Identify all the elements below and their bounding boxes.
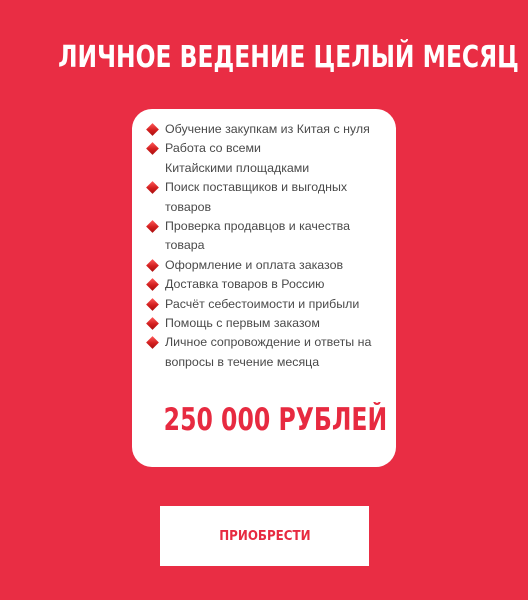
offer-card — [132, 109, 396, 467]
feature-text-line: вопросы в течение месяца — [165, 354, 320, 369]
feature-text-line: Расчёт себестоимости и прибыли — [165, 296, 360, 311]
feature-item — [146, 120, 390, 139]
diamond-icon — [146, 317, 159, 330]
feature-text-line: Поиск поставщиков и выгодных — [165, 180, 348, 195]
page-title: ЛИЧНОЕ ВЕДЕНИЕ ЦЕЛЫЙ МЕСЯЦ — [58, 40, 519, 75]
diamond-icon — [146, 143, 159, 156]
feature-text-line: Работа со всеми — [165, 141, 261, 156]
feature-item — [146, 178, 390, 217]
diamond-icon — [146, 259, 159, 272]
diamond-icon — [146, 337, 159, 350]
feature-item — [146, 275, 390, 294]
feature-item — [146, 139, 390, 178]
diamond-icon — [146, 123, 159, 136]
feature-item — [146, 256, 390, 275]
buy-button[interactable] — [160, 506, 369, 566]
feature-list — [146, 120, 390, 372]
feature-text-line: товаров — [165, 199, 212, 214]
feature-text-line: Личное сопровождение и ответы на — [165, 335, 372, 350]
diamond-icon — [146, 220, 159, 233]
feature-text-line: Проверка продавцов и качества — [165, 219, 350, 234]
diamond-icon — [146, 181, 159, 194]
feature-text-line: товара — [165, 238, 205, 253]
feature-item — [146, 217, 390, 256]
buy-button-label: ПРИОБРЕСТИ — [218, 528, 311, 544]
feature-text-line: Оформление и оплата заказов — [165, 257, 344, 272]
feature-text-line: Доставка товаров в Россию — [165, 277, 325, 292]
price-label: 250 000 РУБЛЕЙ — [163, 402, 388, 438]
feature-text-line: Китайскими площадками — [165, 160, 310, 175]
feature-item — [146, 295, 390, 314]
feature-item — [146, 314, 390, 333]
diamond-icon — [146, 298, 159, 311]
diamond-icon — [146, 278, 159, 291]
feature-item — [146, 333, 390, 372]
feature-text-line: Обучение закупкам из Китая с нуля — [165, 122, 370, 136]
feature-text-line: Помощь с первым заказом — [165, 316, 320, 331]
